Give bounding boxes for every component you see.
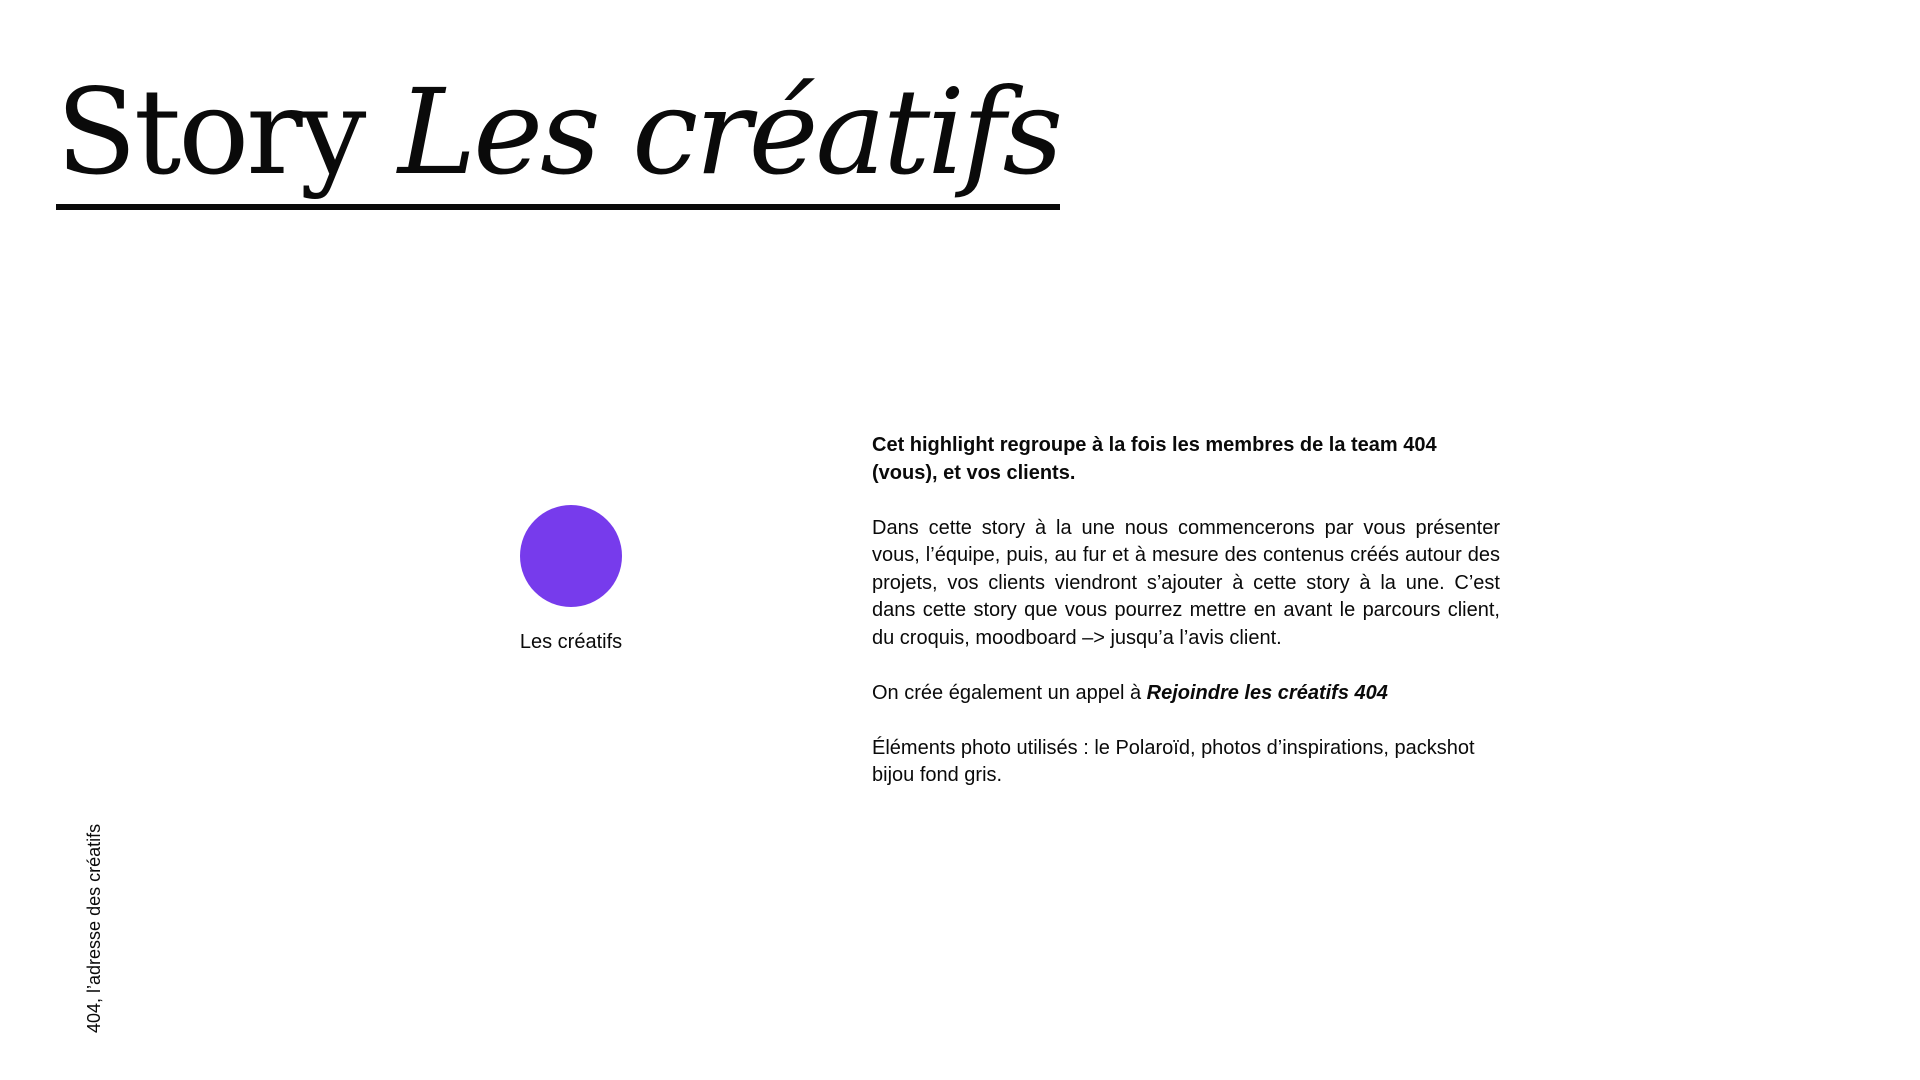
description-text-block	[872, 432, 1500, 817]
highlight-label: Les créatifs	[519, 631, 623, 653]
page-title	[56, 62, 1060, 210]
title-italic: Les créatifs	[397, 63, 1061, 201]
photo-elements-paragraph: Éléments photo utilisés : le Polaroïd, photos d’inspirations, packshot bijou fond gris.	[872, 736, 1475, 786]
story-highlight[interactable]	[520, 505, 622, 654]
highlight-cover-circle[interactable]	[520, 505, 622, 607]
lead-paragraph: Cet highlight regroupe à la fois les membres de la team 404 (vous), et vos clients.	[872, 434, 1437, 484]
vertical-tagline: 404, l’adresse des créatifs	[84, 823, 104, 1033]
call-to-action-paragraph	[872, 680, 1500, 708]
title-plain: Story	[56, 63, 364, 201]
call-to-action-prefix: On crée également un appel à	[872, 681, 1147, 704]
story-description-paragraph: Dans cette story à la une nous commencerons par vous présenter vous, l’équipe, puis, au fur et à mesure des contenus créés autour des projets, vos clients viendront s’ajouter à cette story à la une. C’est dans cette story que vous pourrez mettre en avant le parcours client, du croquis, moodboard –> jusqu’a l’avis client.	[872, 516, 1500, 649]
call-to-action-emphasis: Rejoindre les créatifs 404	[1146, 681, 1388, 704]
